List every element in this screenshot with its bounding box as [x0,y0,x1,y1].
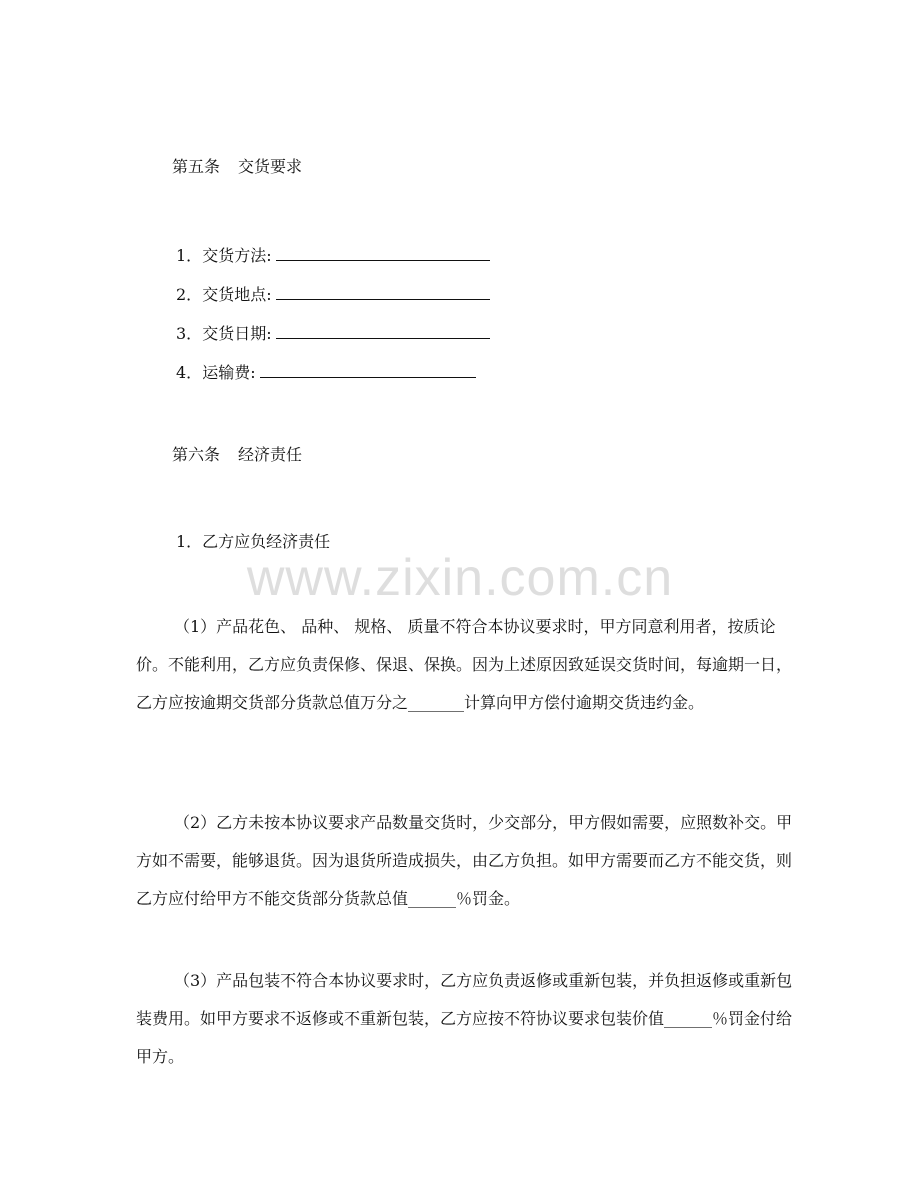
item-label: 交货方法: [202,246,272,265]
paragraph-1: （1）产品花色、 品种、 规格、 质量不符合本协议要求时，甲方同意利用者，按质论价。不能利用，乙方应负责保修、保退、保换。因为上述原因致延误交货时间，每逾期一日，乙方应按逾期交货部分货款总值万分之_______计算向甲方偿付逾期交货违约金。 [136,617,793,712]
watermark: www.zixin.com.cn [246,549,674,607]
section5-title: 交货要求 [238,157,303,176]
paragraph-2: （2）乙方未按本协议要求产品数量交货时，少交部分，甲方假如需要，应照数补交。甲方如不需要，能够退货。因为退货所造成损失，由乙方负担。如甲方需要而乙方不能交货，则乙方应付给甲方不能交货部分货款总值______％罚金。 [136,813,793,908]
item-number: 2． [176,285,203,304]
delivery-method-item [176,242,490,267]
item-label: 交货日期: [202,324,272,343]
paragraph-3: （3）产品包装不符合本协议要求时，乙方应负责返修或重新包装，并负担返修或重新包装费用。如甲方要求不返修或不重新包装，乙方应按不符协议要求包装价值______％罚金付给甲方。 [136,971,793,1066]
item-label: 运输费: [202,363,256,382]
section5-number: 第五条 [172,157,221,176]
item-number: 3． [176,324,203,343]
subsection-1-title: 1．乙方应负经济责任 [176,532,331,551]
section6-heading [172,444,302,466]
item-label: 交货地点: [202,285,272,304]
section5-heading [172,156,302,178]
delivery-date-blank[interactable] [276,320,490,339]
section6-number: 第六条 [172,445,221,464]
delivery-method-blank[interactable] [276,242,490,261]
item-number: 4． [176,363,203,382]
delivery-place-item [176,281,490,306]
section6-title: 经济责任 [238,445,303,464]
delivery-place-blank[interactable] [276,281,490,300]
delivery-date-item [176,320,490,345]
item-number: 1． [176,246,203,265]
shipping-fee-blank[interactable] [260,359,476,378]
shipping-fee-item [176,359,476,384]
